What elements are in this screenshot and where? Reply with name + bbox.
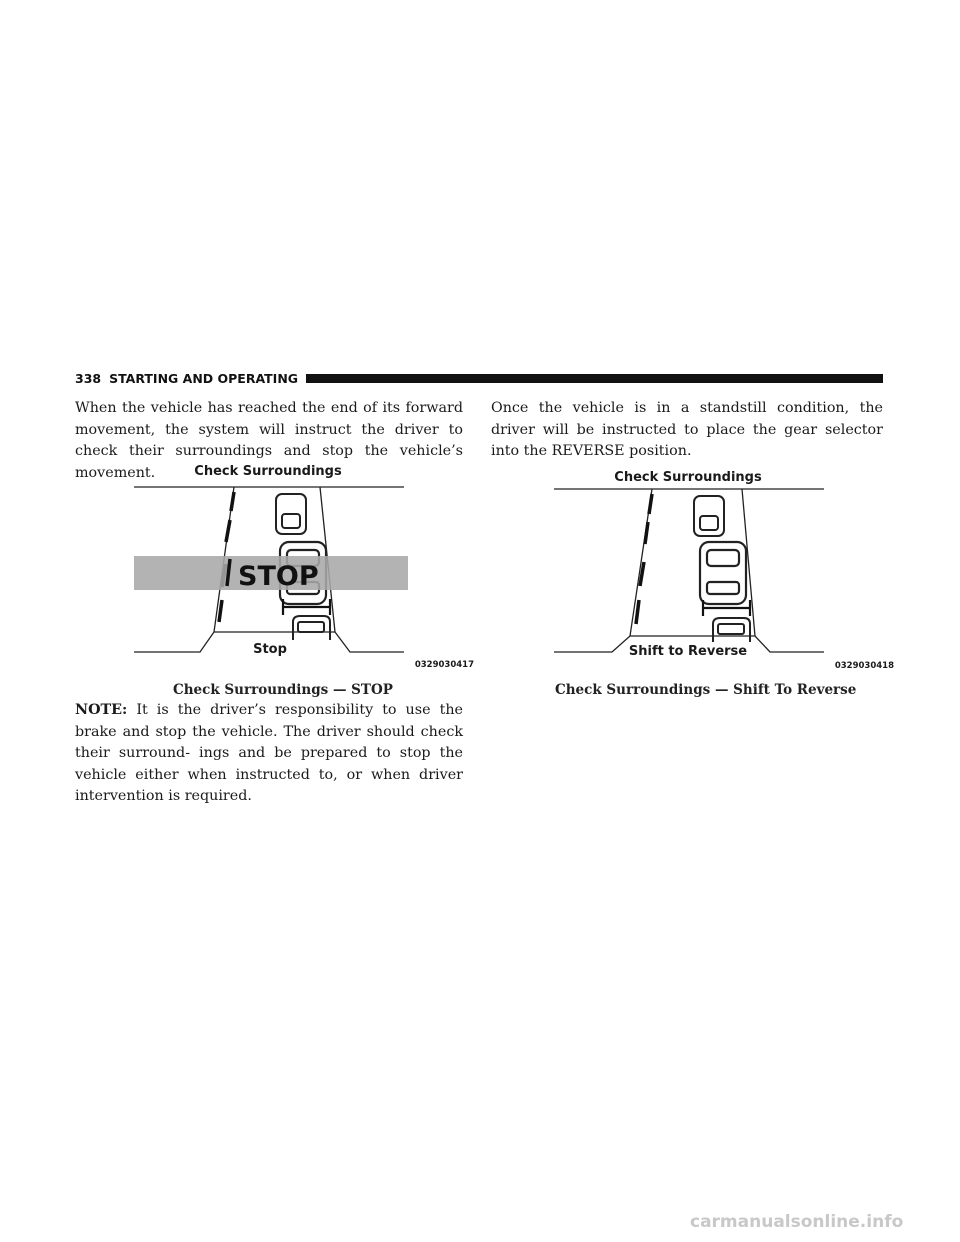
page-header <box>75 371 883 385</box>
figure-check-surroundings-stop <box>130 462 480 672</box>
figure-bottom-label: Stop <box>253 642 287 657</box>
figure-id: 0329030417 <box>414 660 474 670</box>
note-label: NOTE: <box>75 702 128 718</box>
right-column <box>491 398 883 463</box>
ego-vehicle-icon <box>700 542 746 604</box>
figure-top-label: Check Surroundings <box>614 470 762 485</box>
rear-car-icon <box>293 616 330 640</box>
page-number: 338 <box>75 370 102 386</box>
right-figure-caption: Check Surroundings — Shift To Reverse <box>555 682 857 698</box>
header-rule <box>306 374 883 383</box>
lane-dashes <box>636 494 652 624</box>
figure-id: 0329030418 <box>834 661 894 671</box>
note-paragraph <box>75 700 463 808</box>
figure-top-label: Check Surroundings <box>194 464 342 479</box>
watermark: carmanualsonline.info <box>690 1212 904 1232</box>
left-intro-paragraph: When the vehicle has reached the end of its forward movement, the system will instruct the driver to check their surroundings and stop the vehicle’s movement. <box>75 400 463 481</box>
figure-bottom-label: Shift to Reverse <box>628 644 748 659</box>
figure-check-surroundings-reverse <box>550 466 900 676</box>
rear-car-icon <box>713 618 750 642</box>
section-title: STARTING AND OPERATING <box>109 370 299 386</box>
parked-car-icon <box>694 496 724 536</box>
right-intro-paragraph: Once the vehicle is in a standstill condition, the driver will be instructed to place the gear selector into the REVERSE position. <box>491 400 883 459</box>
stop-banner-label: STOP <box>238 561 319 592</box>
left-figure-caption: Check Surroundings — STOP <box>173 682 393 698</box>
note-text: It is the driver’s responsibility to use the brake and stop the vehicle. The driver should check their surround- ings and be prepared to stop the vehicle either when instructed to, or when driver intervention is required. <box>75 702 463 804</box>
parked-car-icon <box>276 494 306 534</box>
